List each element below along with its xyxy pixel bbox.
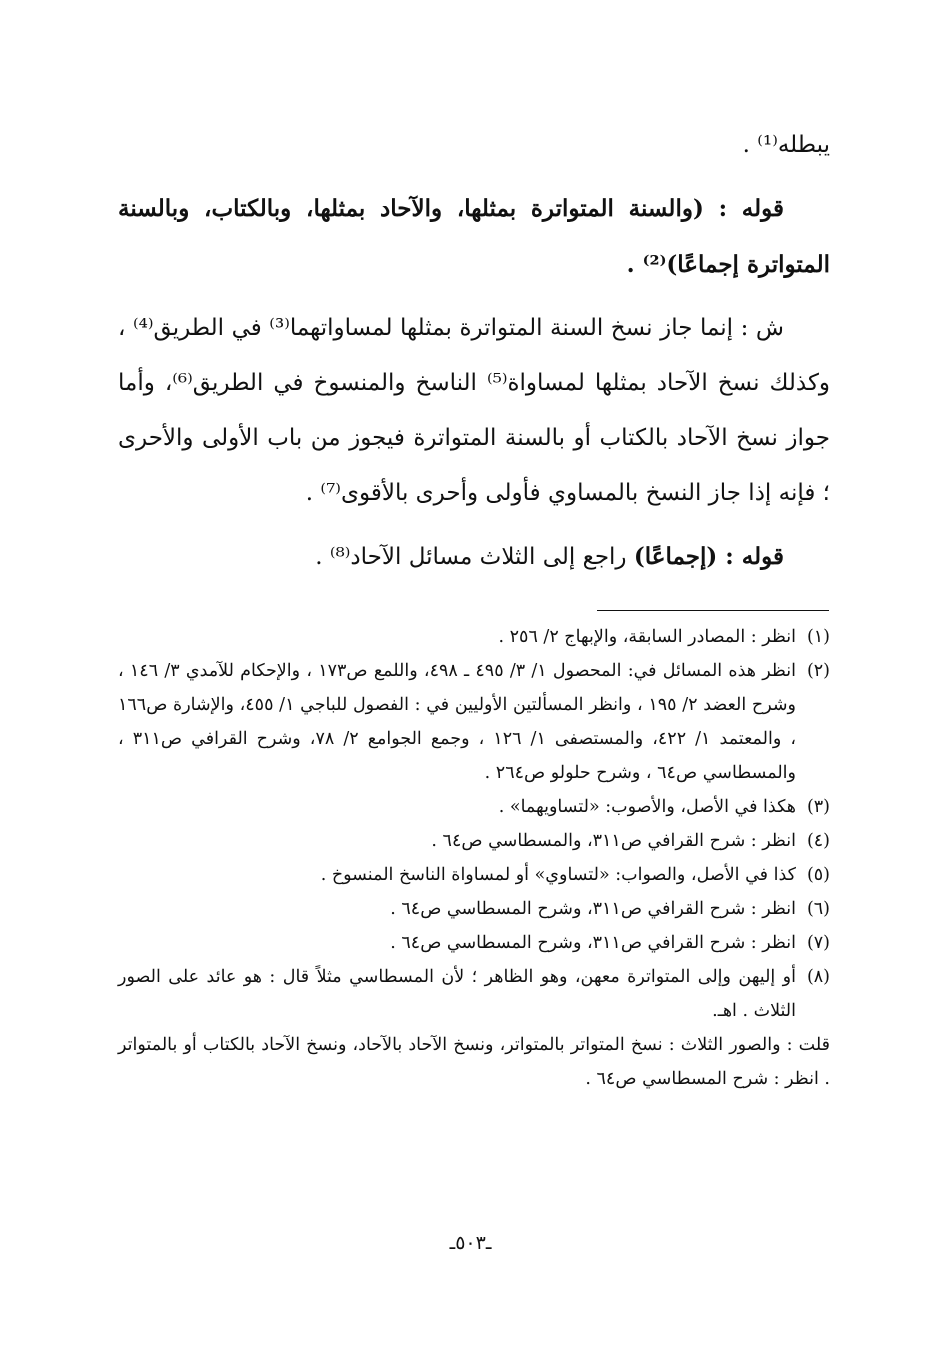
footnote-8-continuation: قلت : والصور الثلاث : نسخ المتواتر بالمتواتر، ونسخ الآحاد بالآحاد، ونسخ الآحاد بالكتاب أو بالمتواتر . انظر : شرح المسطاسي ص٦٤ . bbox=[118, 1035, 830, 1089]
footnote-text: انظر هذه المسائل في: المحصول ١/ ٣/ ٤٩٥ ـ ٤٩٨، واللمع ص١٧٣ ، والإحكام للآمدي ٣/ ١٤٦ ، وشرح العضد ٢/ ١٩٥ ، وانظر المسألتين الأوليين في : الفصول للباجي ١/ ٤٥٥، والإشارة ص١٦٦ ، والمعتمد ١/ ٤٢٢، والمستصفى ١/ ١٢٦ ، وجمع الجوامع ٢/ ٧٨، وشرح القرافي ص٣١١ ، والمسطاسي ص٦٤ ، وشرح حلولو ص٢٦٤ . bbox=[118, 661, 796, 783]
footnote-text: انظر : شرح القرافي ص٣١١، والمسطاسي ص٦٤ . bbox=[431, 831, 796, 851]
footnote-text: انظر : المصادر السابقة، والإبهاج ٢/ ٢٥٦ . bbox=[498, 627, 796, 647]
footnote-text: انظر : شرح القرافي ص٣١١، وشرح المسطاسي ص٦٤ . bbox=[390, 899, 796, 919]
footnote-number: (٤) bbox=[806, 831, 830, 851]
paragraph-4 bbox=[118, 529, 830, 585]
footnote bbox=[118, 620, 830, 654]
footnote-number: (٧) bbox=[806, 933, 830, 953]
qawluhu-label-1: قوله : bbox=[718, 195, 784, 222]
paragraph-4-bold: (إجماعًا) bbox=[633, 543, 726, 570]
paragraph-2-text: (والسنة المتواترة بمثلها، والآحاد بمثلها، وبالكتاب، وبالسنة المتواترة إجماعًا)⁽²⁾ . bbox=[118, 195, 830, 278]
footnote-number: (٨) bbox=[806, 967, 830, 987]
footnote bbox=[118, 858, 830, 892]
paragraph-1: يبطله⁽¹⁾ . bbox=[742, 132, 830, 158]
paragraph-2 bbox=[118, 181, 830, 293]
paragraph-4-text: راجع إلى الثلاث مسائل الآحاد⁽⁸⁾ . bbox=[315, 544, 634, 570]
footnote bbox=[118, 790, 830, 824]
footnote-text: أو إليهن وإلى المتواترة معهن، وهو الظاهر ؛ لأن المسطاسي مثلاً قال : هو عائد على الصور الثلاث . اهـ. bbox=[118, 967, 796, 1021]
footnote-number: (٣) bbox=[806, 797, 830, 817]
footnote-number: (٦) bbox=[806, 899, 830, 919]
footnote-number: (٥) bbox=[806, 865, 830, 885]
footnote bbox=[118, 892, 830, 926]
footnote-number: (١) bbox=[806, 627, 830, 647]
paragraph-3: ش : إنما جاز نسخ السنة المتواترة بمثلها لمساواتهما⁽³⁾ في الطريق⁽⁴⁾ ، وكذلك نسخ الآحاد بمثلها لمساواة⁽⁵⁾ الناسخ والمنسوخ في الطريق⁽⁶⁾، وأما جواز نسخ الآحاد بالكتاب أو بالسنة المتواترة فيجوز من باب الأولى والأحرى ؛ فإنه إذا جاز النسخ بالمساوي فأولى وأحرى بالأقوى⁽⁷⁾ . bbox=[118, 315, 830, 506]
main-text bbox=[118, 118, 830, 593]
qawluhu-label-2: قوله : bbox=[725, 543, 784, 570]
footnote-number: (٢) bbox=[806, 661, 830, 681]
footnote-text: انظر : شرح القرافي ص٣١١، وشرح المسطاسي ص٦٤ . bbox=[390, 933, 796, 953]
footnote bbox=[118, 926, 830, 960]
footnote-text: كذا في الأصل، والصواب: «لتساوي» أو لمساواة الناسخ المنسوخ . bbox=[320, 865, 796, 885]
footnotes bbox=[118, 620, 830, 1096]
page-number: ـ٥٠٣ـ bbox=[449, 1232, 492, 1254]
footnote bbox=[118, 824, 830, 858]
footnote bbox=[118, 654, 830, 790]
footnote-divider bbox=[597, 610, 829, 611]
footnote-text: هكذا في الأصل، والأصوب: «لتساويهما» . bbox=[498, 797, 796, 817]
footnote bbox=[118, 960, 830, 1028]
